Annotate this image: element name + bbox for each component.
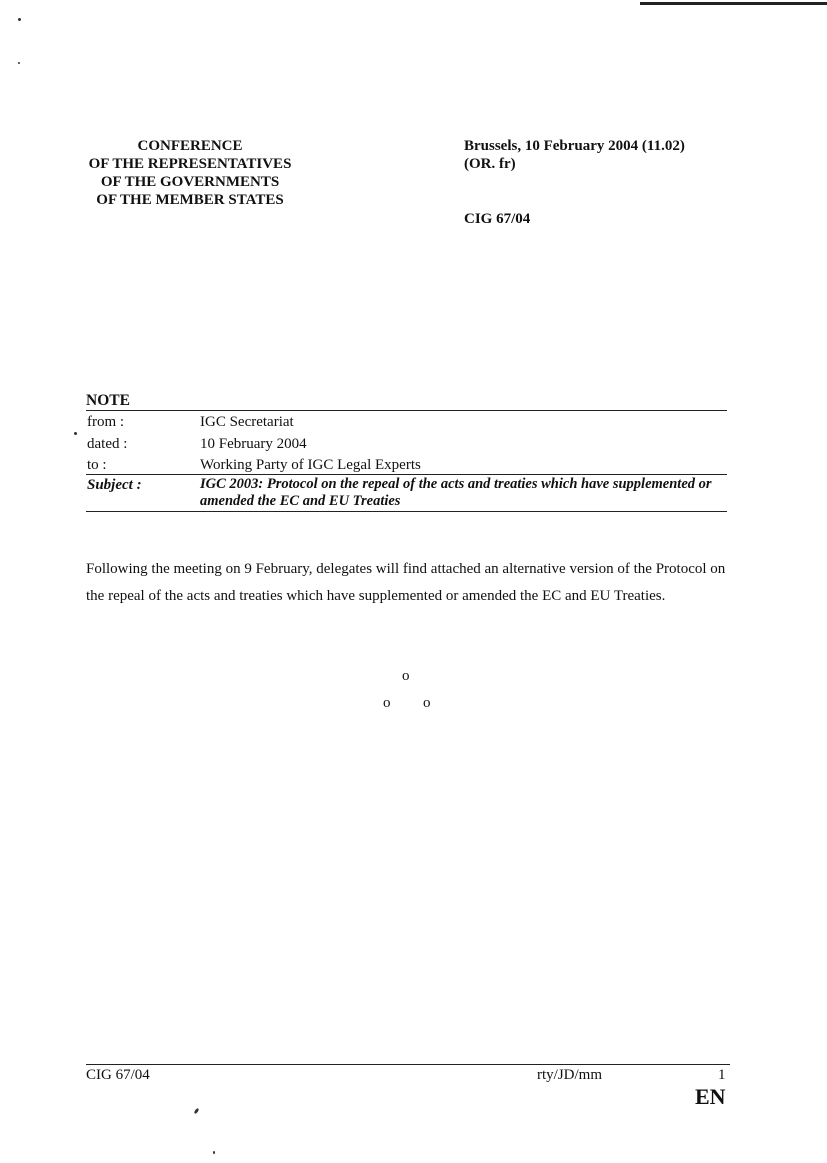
- footer-document-reference: CIG 67/04: [86, 1067, 150, 1083]
- language-code: EN: [695, 1084, 726, 1109]
- scan-edge-line: [640, 2, 827, 5]
- issuer-line: OF THE MEMBER STATES: [96, 192, 284, 208]
- place-date-block: [464, 137, 685, 173]
- scan-speck: [18, 18, 21, 21]
- place-date: Brussels, 10 February 2004 (11.02): [464, 138, 685, 154]
- issuer-line: OF THE REPRESENTATIVES: [88, 156, 292, 172]
- issuer-block: [70, 137, 310, 209]
- issuer-line: OF THE GOVERNMENTS: [100, 174, 280, 190]
- note-label: NOTE: [86, 392, 130, 409]
- separator-mark: o: [423, 695, 431, 711]
- from-value: IGC Secretariat: [200, 414, 294, 430]
- original-language: (OR. fr): [464, 156, 516, 172]
- separator-mark: o: [383, 695, 391, 711]
- footer-divider: [86, 1064, 730, 1065]
- to-value: Working Party of IGC Legal Experts: [200, 457, 421, 473]
- scan-speck: [194, 1108, 200, 1115]
- scan-speck: [213, 1151, 215, 1154]
- dated-value: 10 February 2004: [200, 436, 307, 452]
- page-number: 1: [718, 1067, 726, 1083]
- separator-mark: o: [402, 668, 410, 684]
- scan-speck: [18, 62, 20, 64]
- document-reference: CIG 67/04: [464, 211, 531, 227]
- body-paragraph: Following the meeting on 9 February, delegates will find attached an alternative version of the Protocol on the repeal of the acts and treaties which have supplemented or amended the EC and EU Treaties.: [86, 561, 726, 604]
- subject-label: Subject :: [87, 477, 142, 493]
- issuer-line: CONFERENCE: [137, 138, 243, 154]
- dated-label: dated :: [87, 436, 128, 452]
- to-label: to :: [87, 457, 107, 473]
- from-label: from :: [87, 414, 125, 430]
- divider: [86, 410, 727, 411]
- divider: [86, 511, 727, 512]
- footer-initials: rty/JD/mm: [537, 1067, 603, 1083]
- divider: [86, 474, 727, 475]
- subject-value: IGC 2003: Protocol on the repeal of the acts and treaties which have supplemented or amended the EC and EU Treaties: [200, 476, 712, 509]
- scan-speck: [74, 432, 77, 435]
